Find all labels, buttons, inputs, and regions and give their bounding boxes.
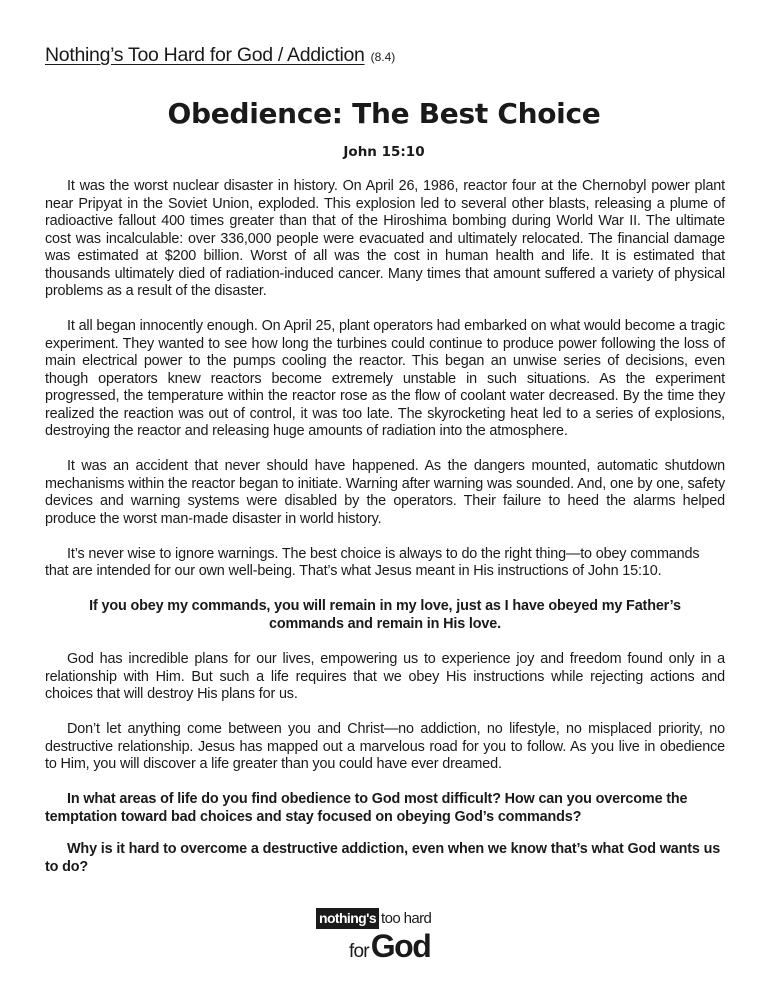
discussion-question: Why is it hard to overcome a destructive addiction, even when we know that’s what God wants us to do? — [45, 841, 721, 875]
logo-top-line — [316, 908, 431, 929]
scripture-reference: John 15:10 — [343, 144, 425, 160]
paragraph: God has incredible plans for our lives, empowering us to experience joy and freedom found only in a relationship with Him. But such a life requires that we obey His instructions while rejecting actions and choices that will destroy His plans for us. — [45, 651, 725, 702]
paragraph: It’s never wise to ignore warnings. The best choice is always to do the right thing—to obey commands that are intended for our own well-being. That’s what Jesus meant in His instructions of John 15:10. — [45, 545, 700, 579]
logo-bottom-line — [349, 928, 430, 965]
discussion-question: In what areas of life do you find obedience to God most difficult? How can you overcome the temptation toward bad choices and stay focused on obeying God’s commands? — [45, 791, 688, 825]
logo-boxed-word: nothing's — [316, 908, 379, 929]
document-body — [45, 178, 725, 891]
series-title: Nothing’s Too Hard for God / Addiction — [45, 44, 365, 66]
series-header — [45, 44, 395, 67]
nothings-too-hard-logo — [316, 906, 446, 962]
page-title: Obedience: The Best Choice — [167, 97, 601, 130]
logo-for-word: for — [349, 941, 369, 962]
logo-god-word: God — [370, 928, 431, 964]
bible-verse: If you obey my commands, you will remain in my love, just as I have obeyed my Father’s commands and remain in His love. — [89, 598, 681, 632]
paragraph: Don’t let anything come between you and Christ—no addiction, no lifestyle, no misplaced priority, no destructive relationship. Jesus has mapped out a marvelous road for you to follow. As you live in obedience to Him, you will discover a life greater than you could have ever dreamed. — [45, 721, 725, 772]
paragraph: It all began innocently enough. On April 25, plant operators had embarked on what would become a tragic experiment. They wanted to see how long the turbines could continue to produce power following the loss of main electrical power to the pumps cooling the reactor. This began an unwise series of decisions, even though operators knew reactors become extremely unstable in such situations. As the experiment progressed, the temperature within the reactor rose as the flow of coolant water decreased. By the time they realized the reaction was out of control, it was too late. The skyrocketing heat led to a series of explosions, destroying the reactor and releasing huge amounts of radiation into the atmosphere. — [45, 318, 725, 439]
series-number: (8.4) — [370, 50, 396, 64]
paragraph: It was the worst nuclear disaster in history. On April 26, 1986, reactor four at the Chernobyl power plant near Pripyat in the Soviet Union, exploded. This explosion led to several other blasts, releasing a plume of radioactive fallout 400 times greater than that of the Hiroshima bombing during World War II. The ultimate cost was incalculable: over 336,000 people were evacuated and ultimately relocated. The financial damage was estimated at $200 billion. Worst of all was the cost in human health and life. It is estimated that thousands ultimately died of radiation-induced cancer. Many times that amount suffered a variety of physical problems as a result of the disaster. — [45, 178, 725, 299]
paragraph: It was an accident that never should have happened. As the dangers mounted, automatic shutdown mechanisms within the reactor began to initiate. Warning after warning was sounded. And, one by one, safety devices and warning systems were disabled by the operators. Their failure to heed the alarms helped produce the worst man-made disaster in world history. — [45, 458, 725, 527]
logo-rest-word: too hard — [381, 910, 432, 927]
